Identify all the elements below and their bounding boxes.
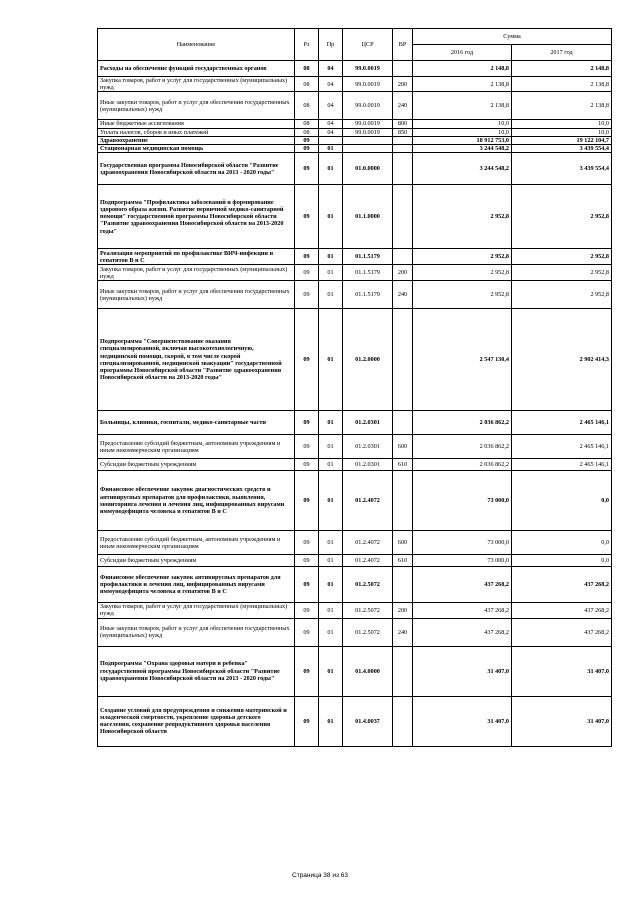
table-row: [98, 265, 612, 281]
row-name: Иные бюджетные ассигнования: [98, 120, 295, 128]
row-sum-2017: 10,0: [512, 120, 612, 128]
row-name: Уплата налогов, сборов и иных платежей: [98, 128, 295, 136]
row-sum-2017: 0,0: [512, 531, 612, 555]
row-sum-2016: 437 268,2: [413, 567, 512, 603]
row-vr: 200: [393, 265, 413, 281]
row-vr: 200: [393, 603, 413, 618]
row-sum-2017: 31 407,0: [512, 696, 612, 746]
row-sum-2017: 2 952,8: [512, 281, 612, 309]
row-csr: 01.2.5072: [343, 603, 393, 618]
row-sum-2016: 2 952,8: [413, 265, 512, 281]
row-csr: 01.2.0000: [343, 309, 393, 411]
row-csr: 01.2.0301: [343, 435, 393, 459]
row-sum-2016: 437 268,2: [413, 603, 512, 618]
row-sum-2017: 0,0: [512, 555, 612, 567]
row-sum-2016: 2 036 862,2: [413, 435, 512, 459]
row-rz: 09: [295, 603, 319, 618]
row-rz: 08: [295, 120, 319, 128]
row-name: Реализация мероприятий по профилактике ВИЧ-инфекции и гепатитов В и С: [98, 249, 295, 265]
row-pr: 01: [319, 249, 343, 265]
row-rz: 09: [295, 567, 319, 603]
row-csr: 99.0.0019: [343, 120, 393, 128]
row-vr: [393, 471, 413, 531]
row-csr: 01.1.5179: [343, 265, 393, 281]
row-sum-2017: 2 138,8: [512, 92, 612, 120]
header-pr: Пр: [319, 29, 343, 61]
row-sum-2017: 2 465 146,1: [512, 459, 612, 471]
row-sum-2017: 0,0: [512, 471, 612, 531]
row-rz: 09: [295, 136, 319, 144]
row-name: Подпрограмма "Профилактика заболеваний и формирование здорового образа жизни. Развитие первичной медико-санитарной помощи" государственной программы Новосибирской области "Развитие здравоохранения Новосибирской области на 2013-2020 годы": [98, 185, 295, 249]
row-sum-2016: 3 244 548,2: [413, 153, 512, 185]
row-pr: [319, 136, 343, 144]
row-vr: 610: [393, 555, 413, 567]
row-name: Финансовое обеспечение закупок диагностических средств и антивирусных препаратов для профилактики, выявления, мониторинга лечения и лечения лиц, инфицированных вирусами иммунодефицита человека и гепатитов В и С: [98, 471, 295, 531]
row-name: Подпрограмма "Совершенствование оказания специализированной, включая высокотехнологичную, медицинской помощи, скорой, в том числе скорой специализированной, медицинской эвакуации" государственной программы Новосибирской области "Развитие здравоохранения Новосибирской области на 2013-2020 годы": [98, 309, 295, 411]
row-sum-2017: 2 902 414,3: [512, 309, 612, 411]
row-rz: 09: [295, 459, 319, 471]
row-rz: 09: [295, 471, 319, 531]
budget-table: [97, 28, 612, 747]
row-csr: 01.2.5072: [343, 618, 393, 646]
row-pr: 01: [319, 531, 343, 555]
row-sum-2017: 31 407,0: [512, 646, 612, 696]
row-vr: 800: [393, 120, 413, 128]
header-csr: ЦСР: [343, 29, 393, 61]
table-body: [98, 61, 612, 747]
row-pr: 01: [319, 309, 343, 411]
row-rz: 08: [295, 77, 319, 92]
row-name: Создание условий для предупреждения и снижения материнской и младенческой смертности, укрепление здоровья детского населения, сохранение репродуктивного здоровья населения Новосибирской области: [98, 696, 295, 746]
row-csr: 01.0.0000: [343, 153, 393, 185]
row-name: Иные закупки товаров, работ и услуг для обеспечения государственных (муниципальных) нужд: [98, 618, 295, 646]
table-row: [98, 411, 612, 435]
row-rz: 08: [295, 61, 319, 77]
row-pr: 01: [319, 603, 343, 618]
table-row: [98, 61, 612, 77]
row-rz: 08: [295, 128, 319, 136]
row-sum-2017: 2 952,8: [512, 249, 612, 265]
row-sum-2016: 18 912 753,0: [413, 136, 512, 144]
row-sum-2016: 2 138,8: [413, 92, 512, 120]
row-sum-2016: 73 000,0: [413, 531, 512, 555]
row-sum-2016: 2 036 862,2: [413, 411, 512, 435]
row-name: Больницы, клиники, госпитали, медико-санитарные части: [98, 411, 295, 435]
row-sum-2017: 2 952,8: [512, 185, 612, 249]
row-pr: 01: [319, 153, 343, 185]
row-sum-2016: 73 000,0: [413, 471, 512, 531]
row-vr: [393, 136, 413, 144]
row-pr: 04: [319, 77, 343, 92]
row-rz: 09: [295, 249, 319, 265]
table-row: [98, 471, 612, 531]
row-rz: 09: [295, 555, 319, 567]
row-rz: 09: [295, 411, 319, 435]
row-vr: 200: [393, 77, 413, 92]
row-csr: 99.0.0019: [343, 61, 393, 77]
row-rz: 09: [295, 696, 319, 746]
row-rz: 08: [295, 92, 319, 120]
table-row: [98, 459, 612, 471]
row-name: Иные закупки товаров, работ и услуг для обеспечения государственных (муниципальных) нужд: [98, 92, 295, 120]
row-pr: 04: [319, 92, 343, 120]
row-csr: 01.4.0037: [343, 696, 393, 746]
row-sum-2017: 2 952,8: [512, 265, 612, 281]
row-sum-2016: 2 952,8: [413, 249, 512, 265]
row-vr: 610: [393, 459, 413, 471]
table-row: [98, 696, 612, 746]
row-sum-2017: 2 465 146,1: [512, 411, 612, 435]
table-row: [98, 92, 612, 120]
row-pr: 01: [319, 471, 343, 531]
row-vr: 600: [393, 435, 413, 459]
row-vr: [393, 411, 413, 435]
row-rz: 09: [295, 646, 319, 696]
row-rz: 09: [295, 153, 319, 185]
row-pr: 01: [319, 646, 343, 696]
row-sum-2016: 2 952,8: [413, 281, 512, 309]
page-footer: Страница 38 из 63: [292, 872, 348, 879]
row-pr: 01: [319, 555, 343, 567]
row-rz: 09: [295, 618, 319, 646]
table-header: [98, 29, 612, 61]
row-sum-2017: 437 268,2: [512, 603, 612, 618]
table-row: [98, 603, 612, 618]
table-row: [98, 249, 612, 265]
table-row: [98, 435, 612, 459]
row-sum-2016: 2 036 862,2: [413, 459, 512, 471]
row-csr: 01.4.0000: [343, 646, 393, 696]
row-sum-2017: 437 268,2: [512, 618, 612, 646]
row-csr: 01.2.0301: [343, 459, 393, 471]
row-pr: 01: [319, 567, 343, 603]
header-vr: ВР: [393, 29, 413, 61]
table-row: [98, 153, 612, 185]
row-csr: 01.2.0301: [343, 411, 393, 435]
row-sum-2016: 73 000,0: [413, 555, 512, 567]
row-pr: 01: [319, 281, 343, 309]
table-row: [98, 309, 612, 411]
row-rz: 09: [295, 185, 319, 249]
table-row: [98, 128, 612, 136]
row-name: Субсидии бюджетным учреждениям: [98, 459, 295, 471]
row-sum-2017: 3 439 554,4: [512, 153, 612, 185]
row-vr: 240: [393, 618, 413, 646]
row-csr: 99.0.0019: [343, 128, 393, 136]
row-csr: 99.0.0019: [343, 77, 393, 92]
row-sum-2017: 2 465 146,1: [512, 435, 612, 459]
row-name: Государственная программа Новосибирской области "Развитие здравоохранения Новосибирской области на 2013 - 2020 годы": [98, 153, 295, 185]
table-row: [98, 77, 612, 92]
row-rz: 09: [295, 265, 319, 281]
row-sum-2016: 2 148,8: [413, 61, 512, 77]
row-csr: 01.2.5072: [343, 567, 393, 603]
row-csr: 01.2.4072: [343, 471, 393, 531]
row-name: Стационарная медицинская помощь: [98, 145, 295, 153]
row-sum-2016: 2 138,8: [413, 77, 512, 92]
row-name: Расходы на обеспечение функций государственных органов: [98, 61, 295, 77]
row-pr: 01: [319, 435, 343, 459]
row-vr: [393, 249, 413, 265]
row-pr: 01: [319, 145, 343, 153]
row-name: Подпрограмма "Охрана здоровья матери и ребенка" государственной программы Новосибирской области "Развитие здравоохранения Новосибирской области на 2013 - 2020 годы": [98, 646, 295, 696]
row-pr: 04: [319, 61, 343, 77]
row-pr: 01: [319, 411, 343, 435]
row-rz: 09: [295, 531, 319, 555]
header-name: Наименование: [98, 29, 295, 61]
row-pr: 01: [319, 185, 343, 249]
header-2017: 2017 год: [512, 45, 612, 61]
table-row: [98, 567, 612, 603]
table-row: [98, 145, 612, 153]
row-vr: 600: [393, 531, 413, 555]
row-rz: 09: [295, 281, 319, 309]
row-csr: [343, 136, 393, 144]
table-row: [98, 646, 612, 696]
row-csr: 01.2.4072: [343, 555, 393, 567]
row-rz: 09: [295, 145, 319, 153]
row-pr: 04: [319, 128, 343, 136]
row-sum-2017: 2 138,8: [512, 77, 612, 92]
row-sum-2016: 3 244 548,2: [413, 145, 512, 153]
row-sum-2017: 10,0: [512, 128, 612, 136]
row-vr: [393, 153, 413, 185]
row-name: Субсидии бюджетным учреждениям: [98, 555, 295, 567]
row-sum-2016: 31 407,0: [413, 696, 512, 746]
row-name: Предоставление субсидий бюджетным, автономным учреждениям и иным некоммерческим организациям: [98, 531, 295, 555]
table-row: [98, 618, 612, 646]
row-pr: 01: [319, 618, 343, 646]
row-csr: 01.1.5179: [343, 249, 393, 265]
row-sum-2017: 3 439 554,4: [512, 145, 612, 153]
row-vr: [393, 309, 413, 411]
header-2016: 2016 год: [413, 45, 512, 61]
row-vr: [393, 696, 413, 746]
row-pr: 04: [319, 120, 343, 128]
table-row: [98, 281, 612, 309]
row-vr: [393, 145, 413, 153]
row-pr: 01: [319, 459, 343, 471]
row-name: Иные закупки товаров, работ и услуг для обеспечения государственных (муниципальных) нужд: [98, 281, 295, 309]
row-csr: 01.2.4072: [343, 531, 393, 555]
row-sum-2017: 2 148,8: [512, 61, 612, 77]
header-sum: Сумма: [413, 29, 612, 45]
row-sum-2017: 437 268,2: [512, 567, 612, 603]
row-vr: 240: [393, 281, 413, 309]
row-sum-2017: 19 122 104,7: [512, 136, 612, 144]
row-name: Предоставление субсидий бюджетным, автономным учреждениям и иным некоммерческим организациям: [98, 435, 295, 459]
row-rz: 09: [295, 435, 319, 459]
row-vr: [393, 185, 413, 249]
row-csr: 01.1.5179: [343, 281, 393, 309]
table-row: [98, 136, 612, 144]
row-sum-2016: 2 952,8: [413, 185, 512, 249]
row-name: Финансовое обеспечение закупок антивирусных препаратов для профилактики и лечения лиц, инфицированных вирусами иммунодефицита человека и гепатитов В и С: [98, 567, 295, 603]
table-row: [98, 531, 612, 555]
table-row: [98, 185, 612, 249]
table-row: [98, 120, 612, 128]
row-vr: [393, 646, 413, 696]
row-csr: [343, 145, 393, 153]
row-pr: 01: [319, 696, 343, 746]
row-vr: 850: [393, 128, 413, 136]
row-name: Закупка товаров, работ и услуг для государственных (муниципальных) нужд: [98, 77, 295, 92]
row-vr: [393, 567, 413, 603]
row-vr: [393, 61, 413, 77]
row-sum-2016: 31 407,0: [413, 646, 512, 696]
table-row: [98, 555, 612, 567]
row-sum-2016: 2 547 130,4: [413, 309, 512, 411]
row-sum-2016: 10,0: [413, 128, 512, 136]
row-sum-2016: 10,0: [413, 120, 512, 128]
row-sum-2016: 437 268,2: [413, 618, 512, 646]
header-rz: Рз: [295, 29, 319, 61]
row-pr: 01: [319, 265, 343, 281]
row-vr: 240: [393, 92, 413, 120]
row-rz: 09: [295, 309, 319, 411]
row-name: Здравоохранение: [98, 136, 295, 144]
row-csr: 99.0.0019: [343, 92, 393, 120]
row-name: Закупка товаров, работ и услуг для государственных (муниципальных) нужд: [98, 265, 295, 281]
row-name: Закупка товаров, работ и услуг для государственных (муниципальных) нужд: [98, 603, 295, 618]
row-csr: 01.1.0000: [343, 185, 393, 249]
